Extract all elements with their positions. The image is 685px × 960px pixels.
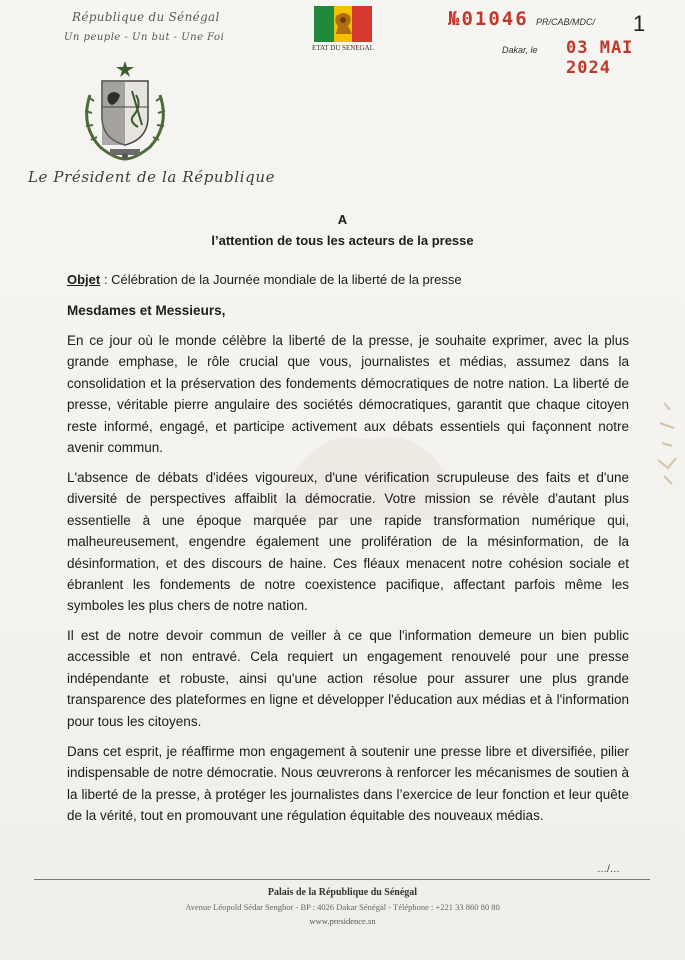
addressee-line: l’attention de tous les acteurs de la presse [211, 233, 474, 248]
footer-address: Avenue Léopold Sédar Senghor - BP : 4026 Dakar Sénégal - Téléphone : +221 33 860 80 80 [185, 902, 500, 912]
footer-divider [34, 879, 650, 880]
paragraph: L'absence de débats d'idées vigoureux, d'une vérification scrupuleuse des faits et d'une diversité de perspectives affaiblit la démocratie. Votre mission se révèle d'autant plus essentielle à une époque marquée par une rapide transformation numérique qui, malheureusement, engendre également une prolifération de la mésinformation, de la désinformation, et des discours de haine. Ces fléaux menacent notre cohésion sociale et ébranlent les fondements de notre coexistence pacifique, affectant parfois même les symboles les plus chers de notre nation. [67, 470, 629, 614]
subject-label: Objet [67, 272, 101, 287]
national-motto: Un peuple - Un but - Une Foi [64, 32, 225, 43]
republic-name: République du Sénégal [72, 10, 220, 24]
addressee-a: A [337, 212, 348, 227]
paragraph: En ce jour où le monde célèbre la liberté de la presse, je souhaite exprimer, avec la plus grande emphase, le rôle crucial que vous, journalistes et médias, assumez dans la consolidation et la préservation des fondements démocratiques de notre nation. La liberté de presse, véritable pierre angulaire des sociétés démocratiques, garantit que chaque citoyen reste informé, engagé, et participe activement aux débats essentiels qui façonnent notre avenir commun. [67, 333, 629, 456]
salutation: Mesdames et Messieurs, [67, 303, 226, 318]
coat-of-arms-icon [80, 55, 170, 161]
page-number: 1 [633, 11, 646, 36]
edge-scribble-icon [652, 398, 682, 488]
continuation-mark: …/… [597, 864, 620, 875]
footer-website: www.presidence.sn [309, 916, 376, 926]
reference-code: PR/CAB/MDC/ [536, 17, 596, 27]
etat-du-senegal-flag-logo [314, 6, 372, 42]
subject-line [67, 272, 462, 287]
subject-separator: : [100, 272, 112, 287]
footer-title: Palais de la République du Sénégal [267, 887, 418, 898]
reference-number: №01046 [448, 8, 529, 30]
subject-text: Célébration de la Journée mondiale de la liberté de la presse [111, 272, 462, 287]
flag-caption: ETAT DU SENEGAL [312, 44, 374, 52]
place-label: Dakar, le [502, 45, 538, 55]
date-stamp: 03 MAI 2024 [566, 38, 634, 78]
paragraph: Dans cet esprit, je réaffirme mon engagement à soutenir une presse libre et diversifiée, pilier indispensable de notre démocratie. Nous œuvrerons à renforcer les mécanismes de soutien à la liberté de la presse, à protéger les journalistes dans l’exercice de leur fonction et leur quête de la vérité, tout en promouvant une régulation équitable des nouveaux médias. [67, 744, 629, 824]
paragraph: Il est de notre devoir commun de veiller à ce que l'information demeure un bien public accessible et non entravé. Cela requiert un engagement renouvelé pour une presse indépendante et robuste, ainsi qu'une action résolue pour assurer une plus grande transparence des plateformes en ligne et développer l'éducation aux médias et à l'information pour tous les citoyens. [67, 628, 629, 729]
president-title: Le Président de la République [28, 168, 276, 186]
